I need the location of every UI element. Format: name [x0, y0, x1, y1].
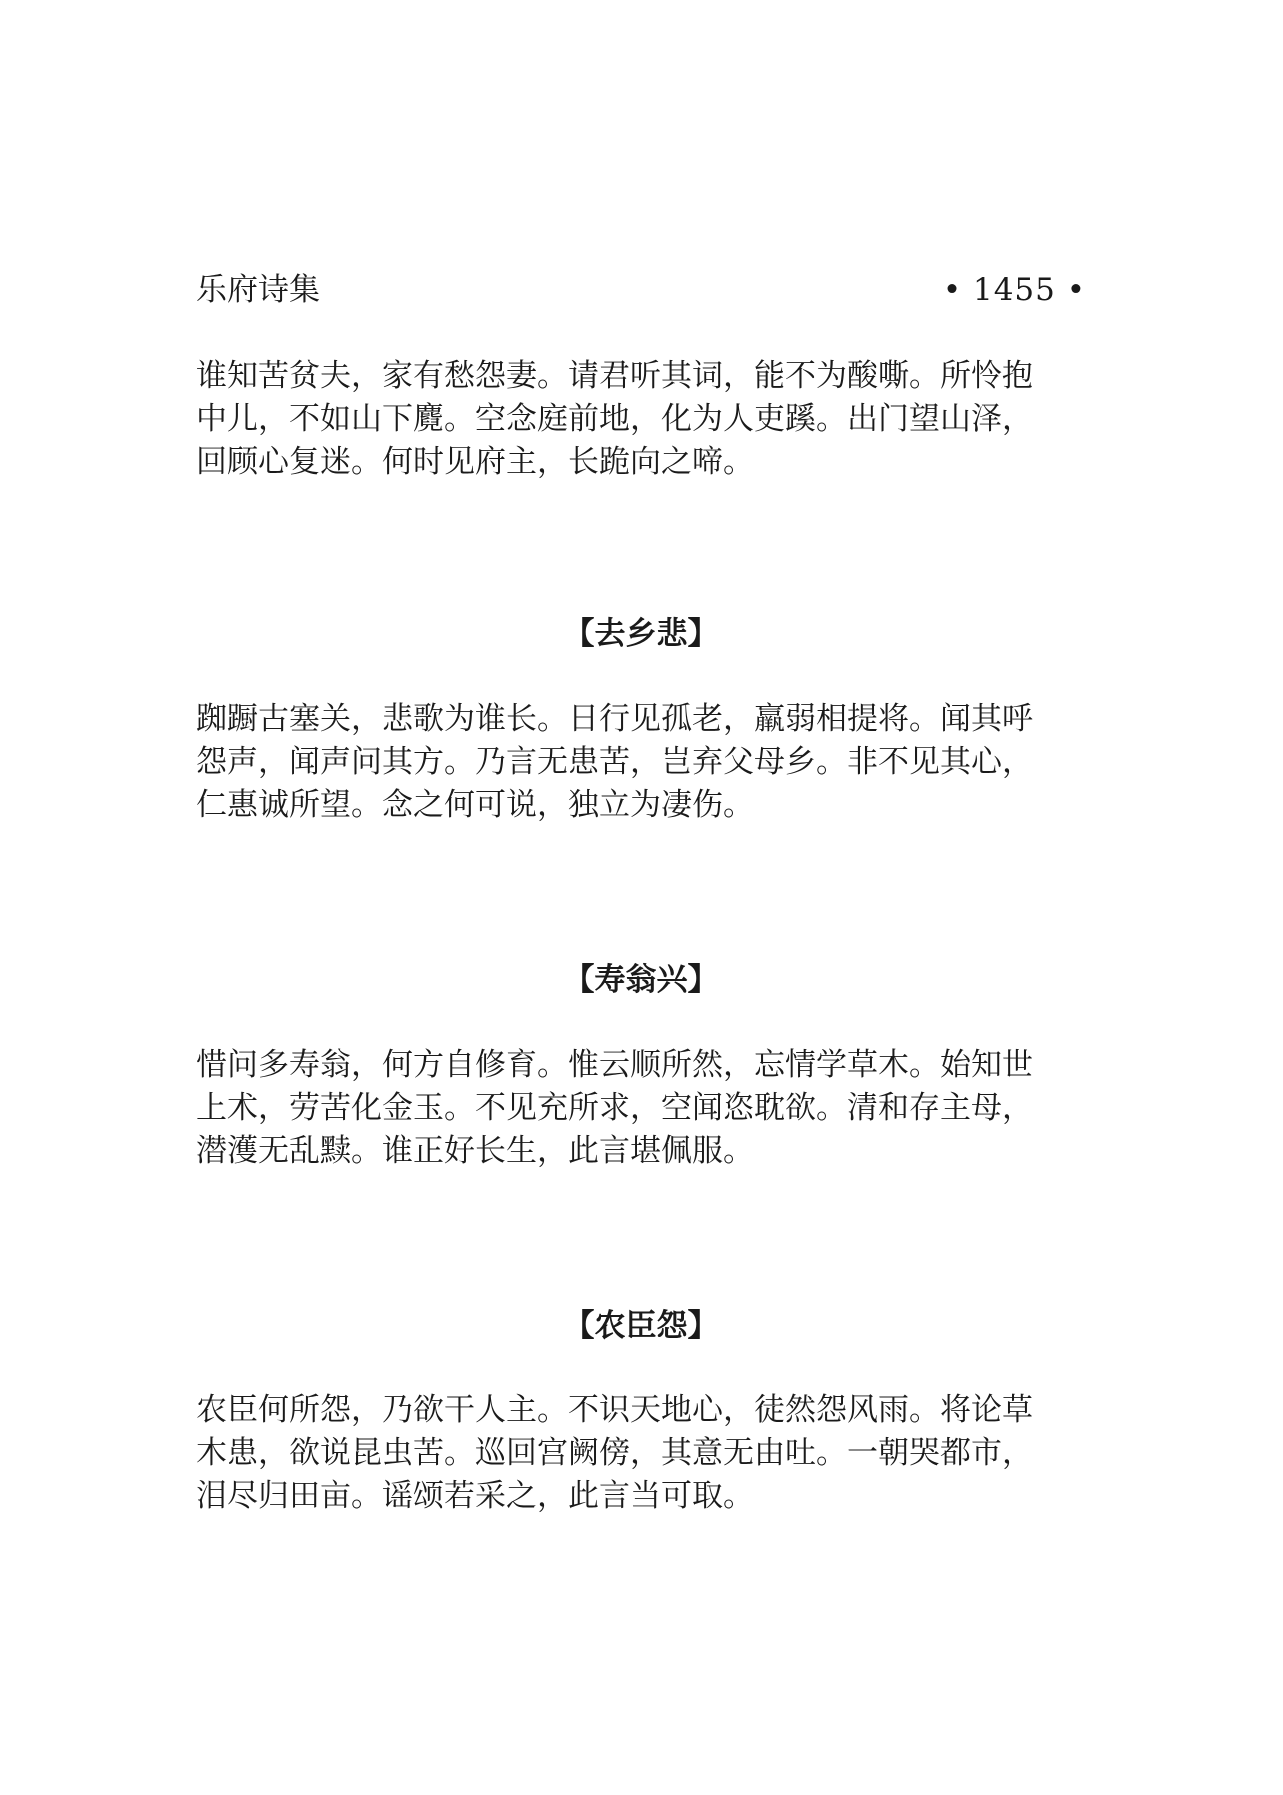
poem-line: 回顾心复迷。何时见府主，长跪向之啼。 [196, 444, 754, 480]
poem-line: 惜问多寿翁，何方自修育。惟云顺所然，忘情学草木。始知世 [196, 1047, 1033, 1083]
poem-line: 仁惠诚所望。念之何可说，独立为凄伤。 [196, 787, 754, 823]
poem-line: 潜濩无乱黩。谁正好长生，此言堪佩服。 [196, 1133, 754, 1169]
poem-body-continued [196, 355, 1086, 484]
poem-line: 怨声，闻声问其方。乃言无患苦，岂弃父母乡。非不见其心， [196, 744, 1033, 780]
poem-line: 踟蹰古塞关，悲歌为谁长。日行见孤老，羸弱相提将。闻其呼 [196, 701, 1033, 737]
book-page [196, 0, 1086, 1795]
poem-line: 谁知苦贫夫，家有愁怨妻。请君听其词，能不为酸嘶。所怜抱 [196, 358, 1033, 394]
poem-title-nong-chen-yuan: 【农臣怨】 [563, 1308, 719, 1344]
page-number: • 1455 • [942, 272, 1086, 308]
poem-line: 中儿，不如山下麑。空念庭前地，化为人吏蹊。出门望山泽， [196, 401, 1033, 437]
poem-body-shou-weng-xing [196, 1044, 1086, 1173]
poem-body-qu-xiang-bei [196, 698, 1086, 827]
poem-line: 农臣何所怨，乃欲干人主。不识天地心，徒然怨风雨。将论草 [196, 1392, 1033, 1428]
poem-title-shou-weng-xing: 【寿翁兴】 [563, 962, 719, 998]
poem-title-qu-xiang-bei: 【去乡悲】 [563, 616, 719, 652]
page-header [196, 268, 1086, 312]
book-title: 乐府诗集 [196, 272, 320, 308]
poem-body-nong-chen-yuan [196, 1389, 1086, 1518]
poem-line: 上术，劳苦化金玉。不见充所求，空闻恣耽欲。清和存主母， [196, 1090, 1033, 1126]
poem-line: 木患，欲说昆虫苦。巡回宫阙傍，其意无由吐。一朝哭都市， [196, 1435, 1033, 1471]
poem-line: 泪尽归田亩。谣颂若采之，此言当可取。 [196, 1478, 754, 1514]
